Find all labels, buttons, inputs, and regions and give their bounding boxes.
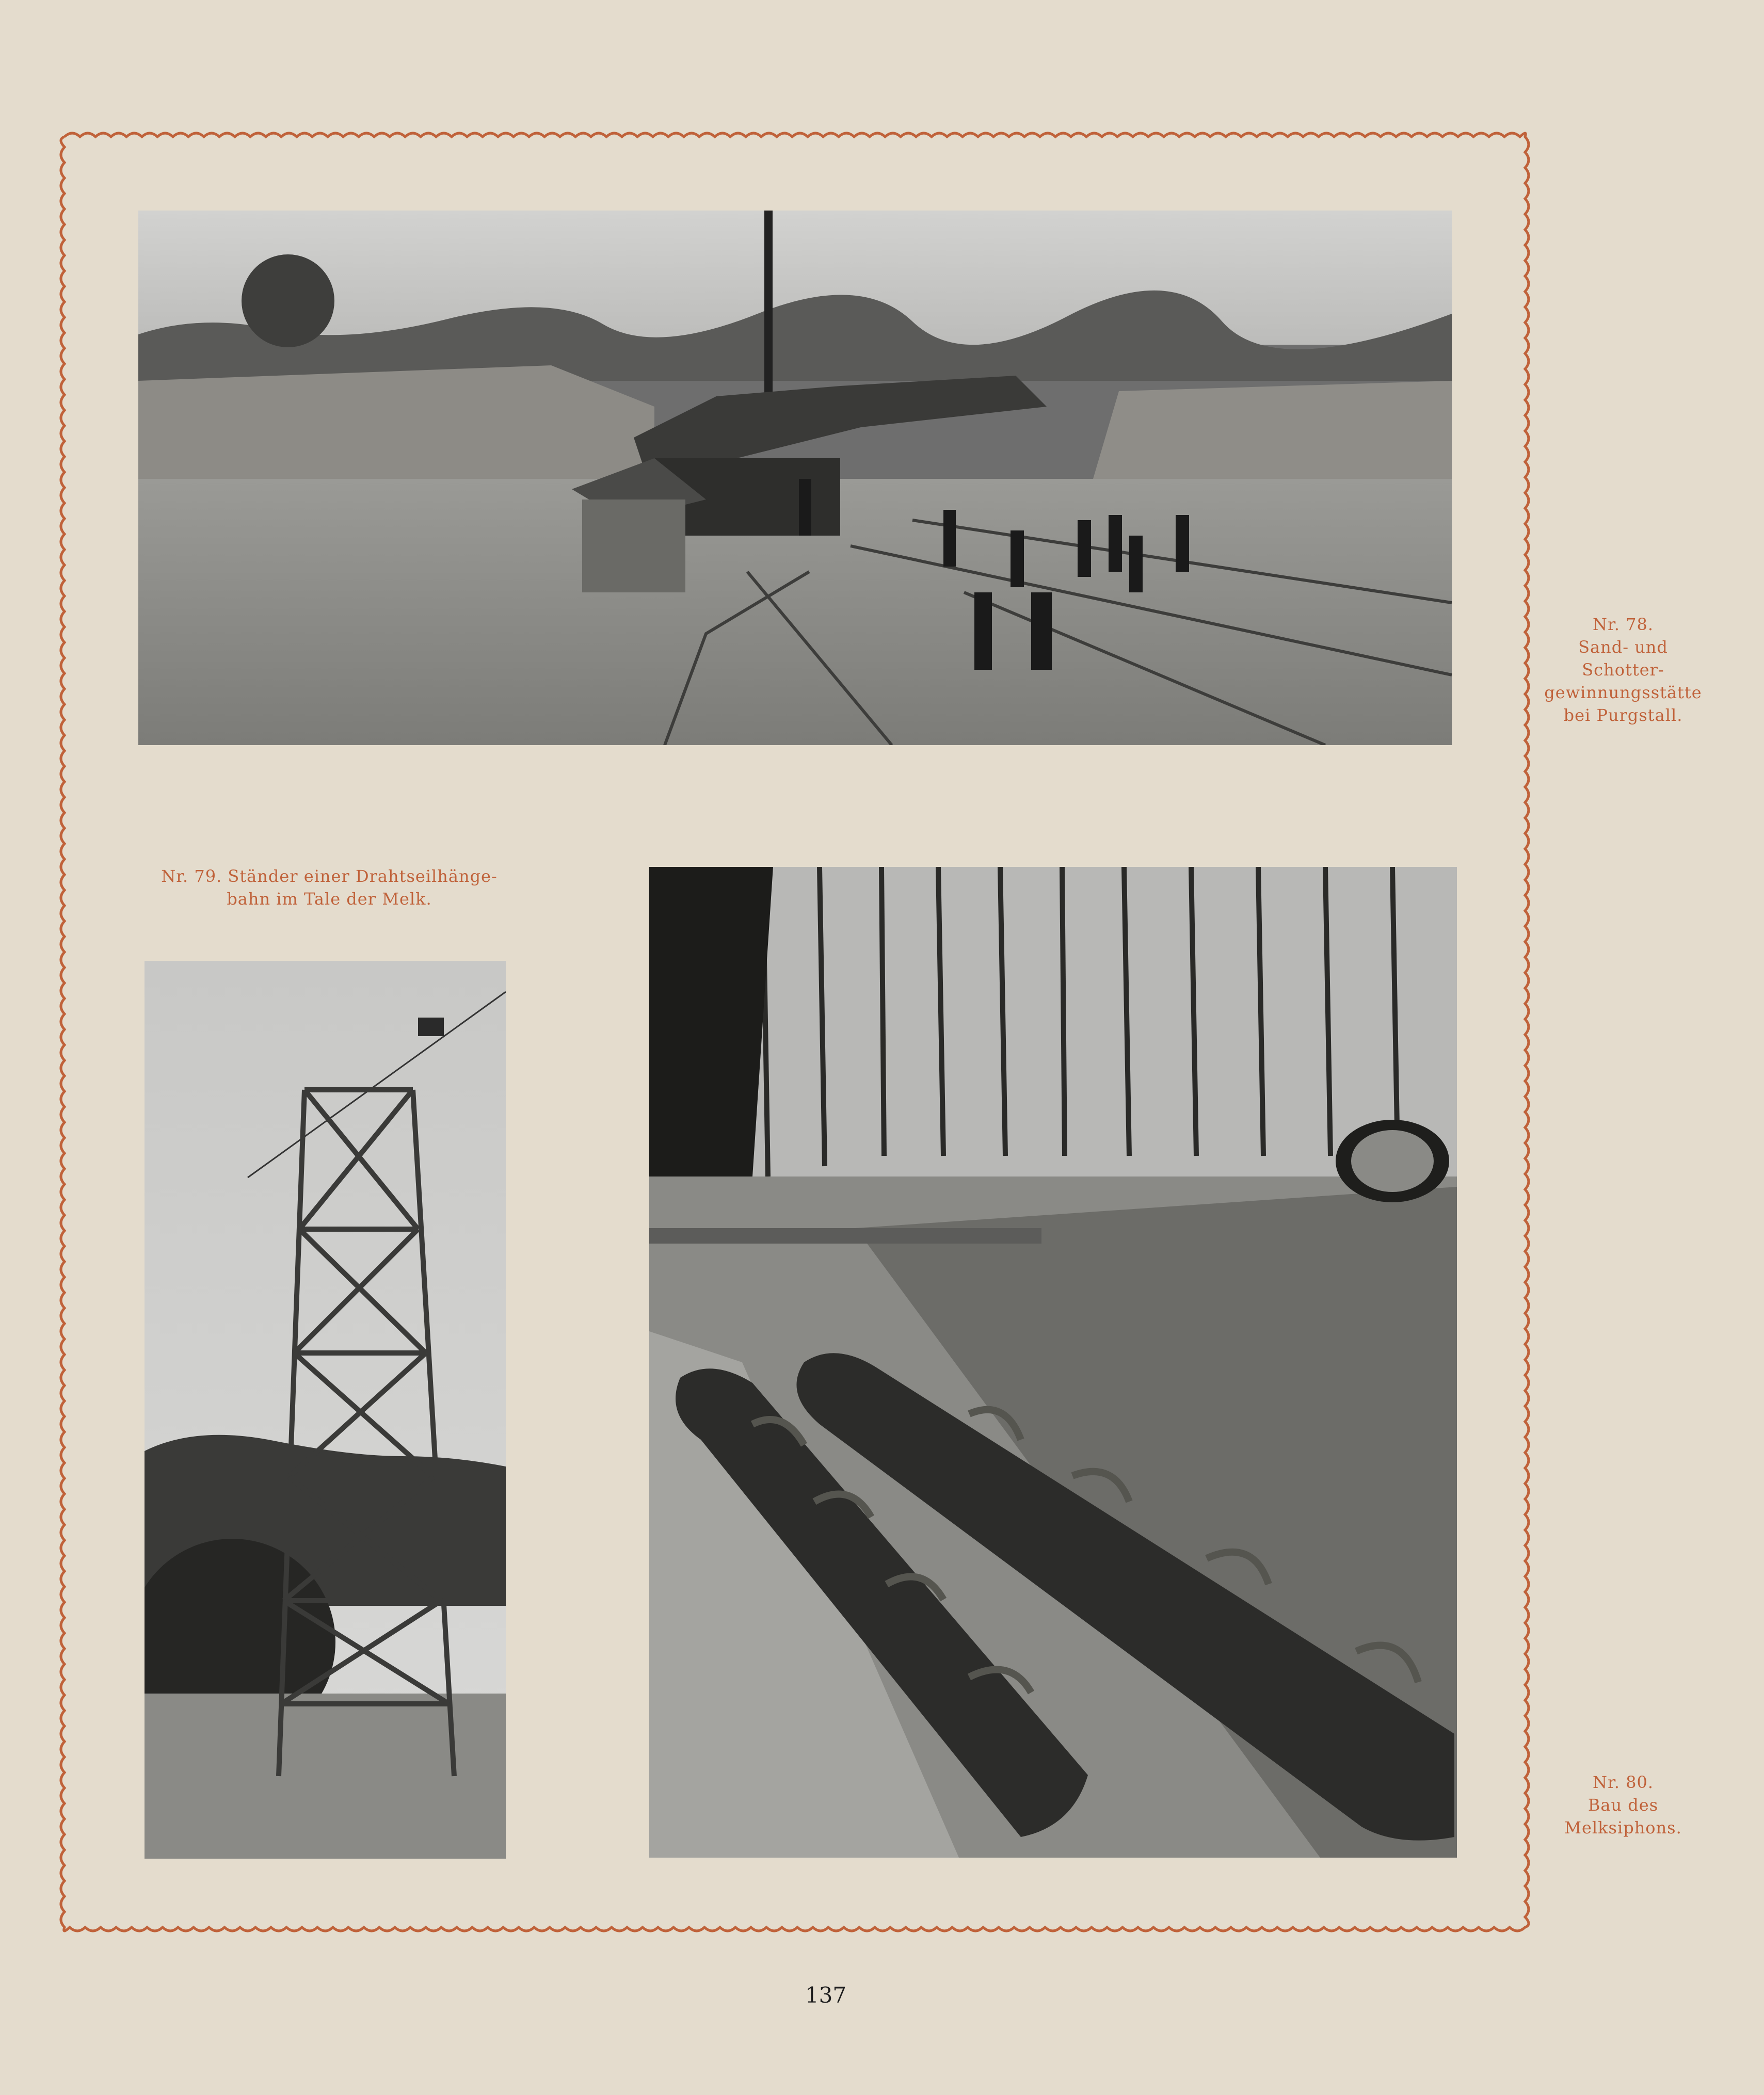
caption-line: Nr. 79. Ständer einer Drahtseilhänge- (161, 866, 498, 886)
caption-line: bahn im Tale der Melk. (227, 889, 432, 909)
caption-line: Nr. 80. (1592, 1772, 1654, 1792)
caption-line: Schotter- (1582, 660, 1664, 680)
photo-gravel-pit (138, 211, 1452, 745)
photo-siphon-construction (649, 867, 1457, 1858)
caption-line: Bau des (1587, 1795, 1659, 1815)
caption-line: Nr. 78. (1592, 615, 1654, 634)
caption-fig79 (138, 865, 520, 910)
photo-cableway-pylon (145, 961, 506, 1859)
page-number: 137 (805, 1983, 847, 2008)
caption-fig80 (1559, 1771, 1688, 1839)
caption-line: Sand- und (1578, 637, 1668, 657)
caption-line: bei Purgstall. (1563, 705, 1683, 725)
caption-fig78 (1538, 613, 1708, 727)
caption-line: Melksiphons. (1564, 1818, 1682, 1838)
caption-line: gewinnungsstätte (1544, 683, 1702, 702)
